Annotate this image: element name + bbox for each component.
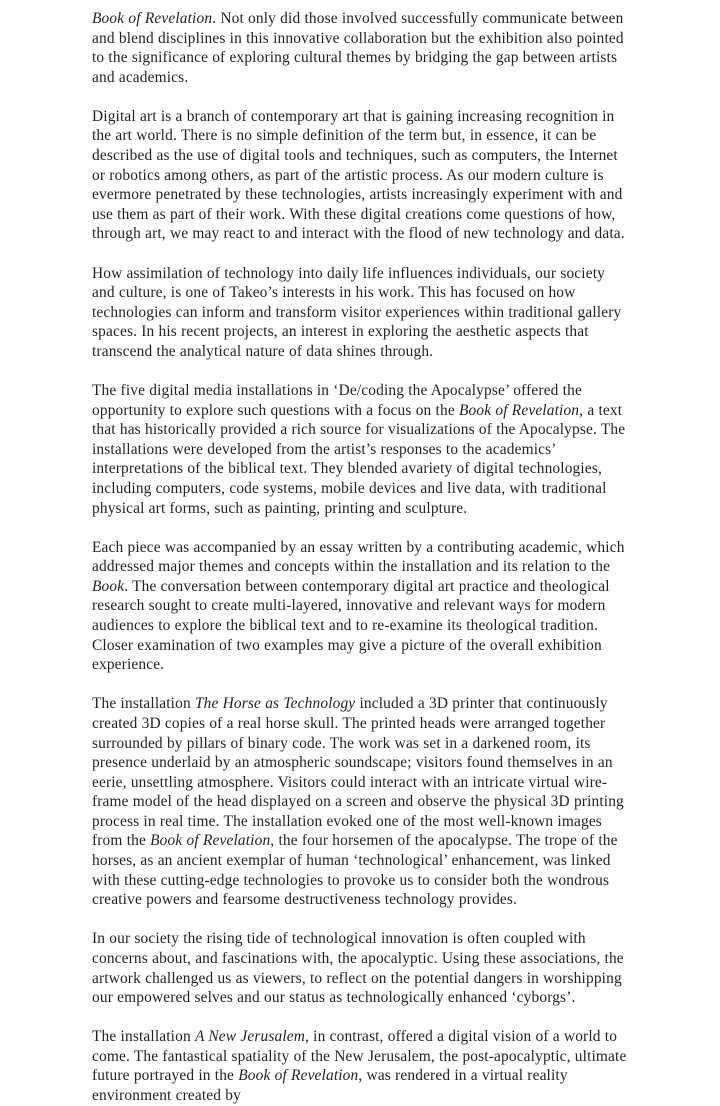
paragraph [92, 264, 628, 362]
paragraph-text: . Not only did those involved successfully communicate between and blend disciplines in this innovative collaboration but the exhibition also pointed to the significance of exploring cultural themes by bridging the gap between artists and academics. [92, 10, 624, 86]
paragraph-text: The installation [92, 695, 195, 713]
paragraph-text: Each piece was accompanied by an essay written by a contributing academic, which addressed major themes and concepts within the installation and its relation to the [92, 538, 625, 576]
paragraph-text: Digital art is a branch of contemporary art that is gaining increasing recognition in the art world. There is no simple definition of the term but, in essence, it can be described as the use of digital tools and techniques, such as computers, the Internet or robotics among others, as part of the artistic process. As our modern culture is evermore penetrated by these technologies, artists increasingly experiment with and use them as part of their work. With these digital creations come questions of how, through art, we may react to and interact with the flood of new technology and data. [92, 107, 625, 243]
paragraph-text: , was rendered in a virtual reality environment created by [92, 1067, 568, 1104]
work-title: The Horse as Technology [194, 695, 356, 713]
paragraph-text: The five digital media installations in ‘De/coding the Apocalypse’ offered the opportunity to explore such questions with a focus on the [92, 382, 582, 419]
paragraph [92, 9, 628, 87]
document-text-body [92, 9, 628, 1106]
work-title: Book of Revelation [150, 832, 271, 850]
work-title: Book [92, 577, 125, 595]
paragraph-text: , in contrast, offered a digital vision of a world to come. The fantastical spatiality of the New Jerusalem, the post-apocalyptic, ultimate future portrayed in the [92, 1028, 627, 1085]
paragraph-text: . The conversation between contemporary digital art practice and theological research sought to create multi-layered, innovative and relevant ways for modern audiences to explore the biblical text and to re-examine its theological tradition. Closer examination of two examples may give a picture of the overall exhibition experience. [92, 577, 610, 674]
paragraph-text: , the four horsemen of the apocalypse. The trope of the horses, as an ancient exemplar of human ‘technological’ enhancement, was linked with these cutting-edge technologies to provoke us to consider both the wondrous creative powers and fearsome destructiveness technology provides. [92, 832, 618, 909]
work-title: A New Jerusalem [194, 1028, 306, 1046]
paragraph [92, 381, 628, 518]
work-title: Book of Revelation [92, 10, 213, 27]
paragraph-text: , a text that has historically provided a rich source for visualizations of the Apocalypse. The installations were developed from the artist’s responses to the academics’ interpretations of the biblical text. They blended avariety of digital technologies, including computers, code systems, mobile devices and live data, with traditional physical art forms, such as painting, printing and sculpture. [92, 401, 626, 517]
paragraph [92, 929, 628, 1007]
paragraph [92, 107, 628, 244]
paragraph [92, 538, 628, 675]
paragraph-text: The installation [92, 1028, 195, 1046]
work-title: Book of Revelation [238, 1067, 359, 1085]
paragraph [92, 1027, 628, 1105]
paragraph [92, 694, 628, 910]
paragraph-text: included a 3D printer that continuously created 3D copies of a real horse skull. The printed heads were arranged together surrounded by pillars of binary code. The work was set in a darkened room, its presence underlaid by an atmospheric soundscape; visitors found themselves in an eerie, unsettling atmosphere. Visitors could interact with an intricate virtual wire-frame model of the head displayed on a screen and observe the physical 3D printing process in real time. The installation evoked one of the most well-known images from the [92, 695, 624, 850]
paragraph-text: In our society the rising tide of technological innovation is often coupled with concerns about, and fascinations with, the apocalyptic. Using these associations, the artwork challenged us as viewers, to reflect on the potential dangers in worshipping our empowered selves and our status as technologically enhanced ‘cyborgs’. [92, 930, 624, 1007]
work-title: Book of Revelation [458, 401, 580, 419]
paragraph-text: How assimilation of technology into daily life influences individuals, our society and culture, is one of Takeo’s interests in his work. This has focused on how technologies can inform and transform visitor experiences within traditional gallery spaces. In his recent projects, an interest in exploring the aesthetic aspects that transcend the analytical nature of data shines through. [92, 264, 622, 360]
